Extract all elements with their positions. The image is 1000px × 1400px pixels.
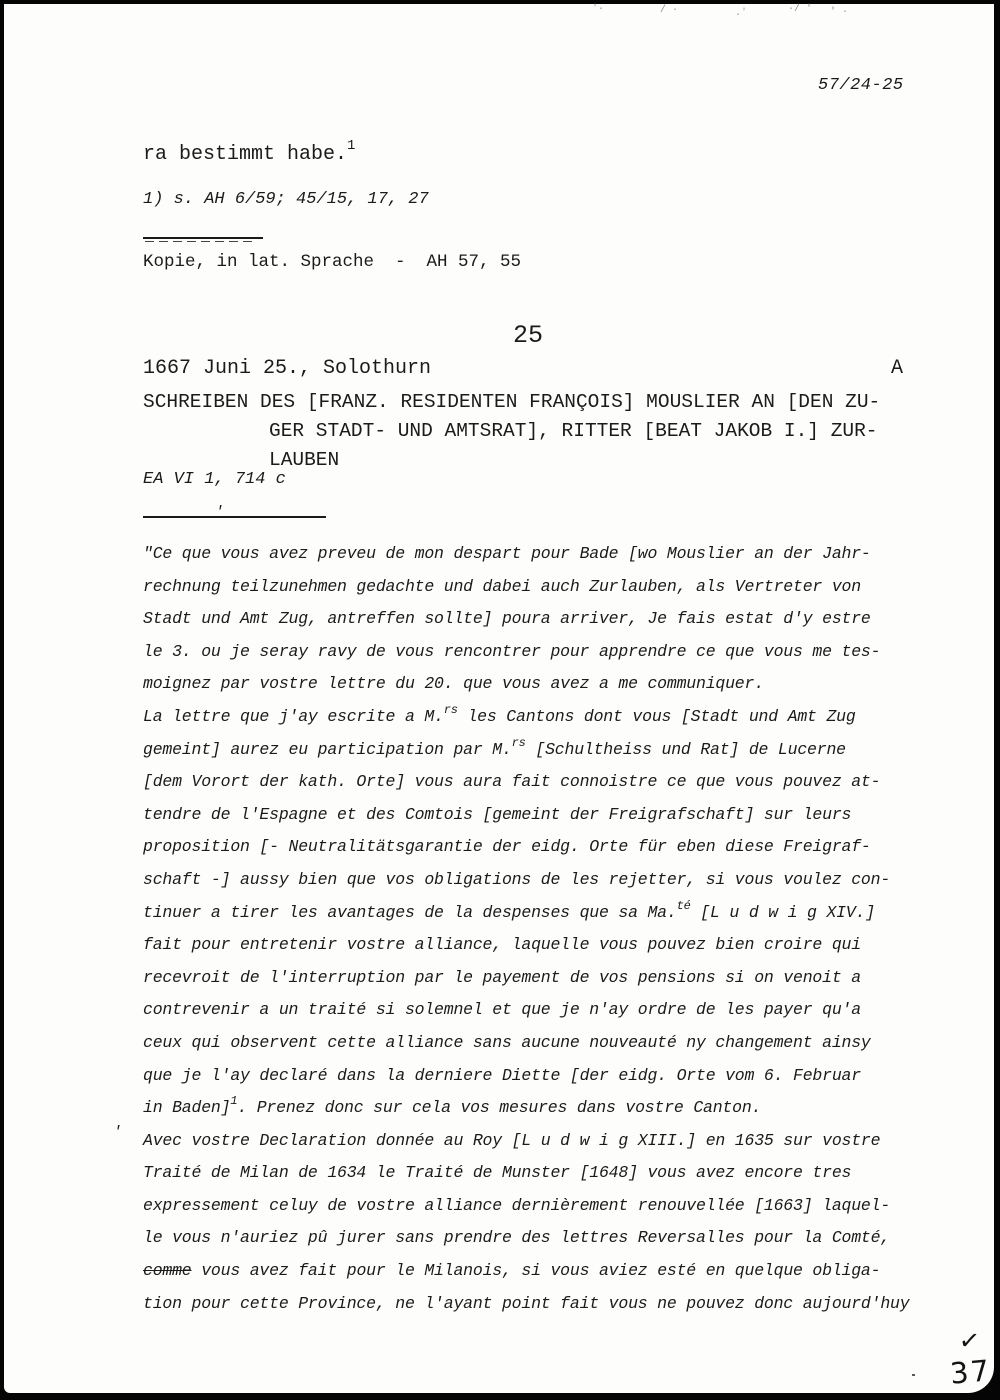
body-line: [143, 1228, 933, 1261]
body-text-segment: expressement celuy de vostre alliance dernièrement renouvellée [1663] laquel-: [143, 1195, 891, 1215]
body-text-segment: moignez par vostre lettre du 20. que vous avez a me communiquer.: [143, 674, 764, 694]
body-line: [143, 609, 933, 642]
superscript: rs: [511, 735, 526, 750]
scan-artifact: ꞌ·: [592, 4, 605, 15]
body-text-segment: [L u d w i g XIV.]: [690, 902, 875, 922]
body-text-segment: ceux qui observent cette alliance sans aucune nouveauté ny changement ainsy: [143, 1032, 871, 1052]
footnote-marker: 1: [347, 138, 356, 154]
body-text-segment: "Ce que vous avez preveu de mon despart pour Bade [wo Mouslier an der Jahr-: [143, 544, 871, 563]
body-text-segment: fait pour entretenir vostre alliance, laquelle vous pouvez bien croire qui: [143, 935, 861, 955]
body-line: [143, 1066, 933, 1099]
body-line: [143, 1294, 933, 1327]
body-line: [143, 674, 933, 707]
body-text-segment: recevroit de l'interruption par le payement de vos pensions si on venoit a: [143, 967, 861, 987]
body-line: [143, 577, 933, 610]
body-text: [143, 544, 933, 1326]
body-line: [143, 1033, 933, 1066]
carryover-text: ra bestimmt habe.: [143, 143, 348, 166]
body-text-segment: Avec vostre Declaration donnée au Roy [L u d w i g XIII.] en 1635 sur vostre: [143, 1130, 881, 1150]
body-text-segment: Traité de Milan de 1634 le Traité de Munster [1648] vous avez encore tres: [143, 1163, 852, 1183]
separator-rule: [143, 237, 263, 239]
body-text-segment: le 3. ou je seray ravy de vous rencontrer pour apprendre ce que vous me tes-: [143, 641, 881, 661]
entry-number: 25: [513, 321, 544, 350]
body-line: [143, 544, 933, 577]
handwritten-page-number: 37: [948, 1353, 993, 1391]
date-place-line: 1667 Juni 25., Solothurn: [143, 357, 432, 380]
body-line: [143, 1261, 933, 1294]
body-line: [143, 1163, 933, 1196]
body-line: [143, 805, 933, 838]
body-text-segment: La lettre que j'ay escrite a M.: [143, 706, 444, 726]
scan-artifact: / ·: [660, 5, 679, 16]
marginal-letter: A: [891, 357, 904, 380]
document-title-line: SCHREIBEN DES [FRANZ. RESIDENTEN FRANÇOIS] MOUSLIER AN [DEN ZU-: [143, 391, 881, 413]
body-line: [143, 1196, 933, 1229]
body-text-segment: [dem Vorort der kath. Orte] vous aura fait connoistre ce que vous pouvez at-: [143, 772, 881, 792]
folio-number: 57/24-25: [818, 76, 904, 95]
body-text-segment: contrevenir a un traité si solemnel et que je n'ay ordre de les payer qu'a: [143, 1000, 861, 1020]
scan-artifact: ·/ ': [788, 4, 813, 15]
carryover-text-line: [143, 138, 356, 166]
copy-note: Kopie, in lat. Sprache - AH 57, 55: [143, 252, 522, 272]
superscript: 1: [230, 1094, 238, 1109]
body-line: [143, 1000, 933, 1033]
body-line: [143, 702, 933, 740]
body-line: [143, 870, 933, 903]
body-text-segment: proposition [- Neutralitätsgarantie der eidg. Orte für eben diese Freigraf-: [143, 837, 871, 857]
body-line: [143, 837, 933, 870]
body-text-segment: gemeint] aurez eu participation par M.: [143, 739, 512, 759]
footnote-reference: 1) s. AH 6/59; 45/15, 17, 27: [143, 190, 429, 209]
body-line: [143, 1094, 933, 1131]
body-line: [143, 968, 933, 1001]
document-title-line: GER STADT- UND AMTSRAT], RITTER [BEAT JAKOB I.] ZUR-: [269, 420, 878, 442]
body-line: [143, 642, 933, 675]
body-text-segment: in Baden]: [143, 1098, 231, 1118]
body-text-segment: le vous n'auriez pû jurer sans prendre des lettres Reversalles pour la Comté,: [143, 1228, 891, 1248]
superscript: rs: [443, 702, 458, 717]
body-text-segment: [Schultheiss und Rat] de Lucerne: [525, 739, 846, 759]
body-text-segment: schaft -] aussy bien que vos obligations de les rejetter, si vous voulez con-: [143, 869, 891, 889]
body-line: [143, 772, 933, 805]
struck-word: comme: [143, 1261, 192, 1281]
handwritten-checkmark: ✓: [957, 1324, 982, 1357]
body-text-segment: tendre de l'Espagne et des Comtois [gemeint der Freigrafschaft] sur leurs: [143, 804, 852, 824]
scan-artifact: .ꞌ: [735, 8, 748, 19]
body-line: [143, 735, 933, 773]
body-line: [143, 935, 933, 968]
separator-rule-shadow: [145, 241, 257, 242]
margin-mark: ': [113, 1124, 123, 1141]
body-line: [143, 1131, 933, 1164]
body-text-segment: Stadt und Amt Zug, antreffen sollte] poura arriver, Je fais estat d'y estre: [143, 609, 871, 629]
body-text-segment: tion pour cette Province, ne l'ayant point fait vous ne pouvez donc aujourd'huy: [143, 1293, 910, 1313]
source-reference: EA VI 1, 714 c: [143, 470, 286, 489]
body-text-segment: rechnung teilzunehmen gedachte und dabei auch Zurlauben, als Vertreter von: [143, 576, 861, 596]
body-text-segment: que je l'ay declaré dans la derniere Diette [der eidg. Orte vom 6. Februar: [143, 1065, 861, 1085]
body-text-segment: tinuer a tirer les avantages de la despenses que sa Ma.: [143, 902, 677, 922]
body-text-segment: . Prenez donc sur cela vos mesures dans vostre Canton.: [237, 1098, 762, 1118]
document-title-line: LAUBEN: [269, 449, 340, 471]
stray-mark: ': [215, 504, 225, 521]
scan-speck: [912, 1374, 915, 1376]
body-text-segment: vous avez fait pour le Milanois, si vous aviez esté en quelque obliga-: [191, 1261, 881, 1281]
scan-artifact: ' ·: [830, 7, 849, 18]
body-line: [143, 898, 933, 936]
separator-rule: [143, 516, 326, 518]
body-text-segment: les Cantons dont vous [Stadt und Amt Zug: [457, 706, 856, 726]
superscript: té: [676, 898, 691, 913]
